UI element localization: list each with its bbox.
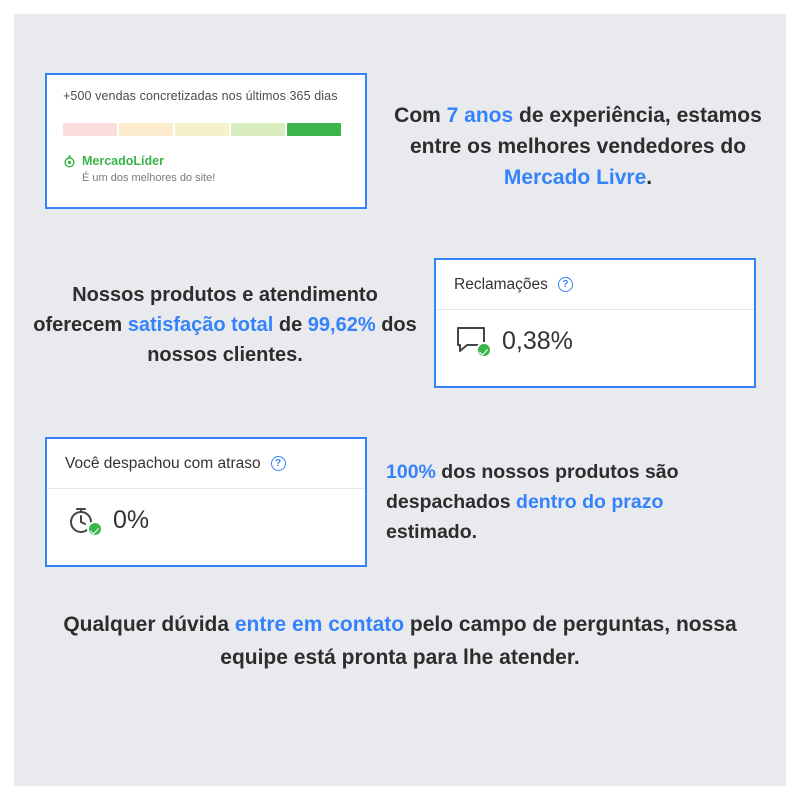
experience-part2: de experiência, estamos entre os melhores vendedores do <box>409 104 762 158</box>
shipping-highlight-percent: 100% <box>386 461 436 483</box>
claims-card-header <box>436 260 754 310</box>
leader-badge-label: MercadoLíder <box>82 154 164 168</box>
shipping-part1: dos nossos produtos são despachados <box>386 461 679 513</box>
reputation-thermometer <box>63 123 341 136</box>
check-badge-icon <box>87 521 103 537</box>
thermometer-segment-5 <box>287 123 341 136</box>
leader-subtitle: É um dos melhores do site! <box>82 172 216 184</box>
contact-highlight-cta: entre em contato <box>234 613 405 636</box>
claims-card-label: Reclamações <box>454 275 548 293</box>
satisfaction-part1: Nossos produtos e atendimento oferecem <box>33 284 378 336</box>
thermometer-segment-1 <box>63 123 117 136</box>
shipping-text <box>386 457 756 547</box>
experience-part3: . <box>646 166 653 189</box>
experience-text <box>382 100 774 193</box>
claims-card <box>434 258 756 388</box>
check-badge-icon <box>476 342 492 358</box>
help-icon[interactable]: ? <box>558 277 573 292</box>
late-shipping-value: 0% <box>113 505 150 534</box>
thermometer-segment-3 <box>175 123 229 136</box>
claims-card-body <box>436 310 754 356</box>
satisfaction-part3: dos nossos clientes. <box>147 314 417 366</box>
leader-badge-row <box>63 154 349 168</box>
medal-icon <box>63 154 76 168</box>
late-shipping-card-label: Você despachou com atraso <box>65 454 261 472</box>
experience-highlight-marketplace: Mercado Livre <box>503 166 647 189</box>
satisfaction-text <box>26 280 424 370</box>
help-icon[interactable]: ? <box>271 456 286 471</box>
contact-text <box>60 608 740 674</box>
mercadolider-card <box>45 73 367 209</box>
satisfaction-highlight-percent: 99,62% <box>307 314 376 336</box>
contact-part1: Qualquer dúvida <box>63 613 235 636</box>
satisfaction-highlight-total: satisfação total <box>127 314 274 336</box>
shipping-highlight-ontime: dentro do prazo <box>516 491 664 513</box>
leader-sales-title: +500 vendas concretizadas nos últimos 365 dias <box>63 89 338 103</box>
contact-part2: pelo campo de perguntas, nossa equipe está pronta para lhe atender. <box>220 613 737 669</box>
late-shipping-card-body <box>47 489 365 535</box>
claims-value: 0,38% <box>502 326 573 355</box>
experience-highlight-years: 7 anos <box>446 104 514 127</box>
thermometer-segment-2 <box>119 123 173 136</box>
speech-bubble-icon <box>456 326 490 356</box>
shipping-part2: estimado. <box>386 521 478 543</box>
late-shipping-card <box>45 437 367 567</box>
late-shipping-card-header <box>47 439 365 489</box>
thermometer-segment-4 <box>231 123 285 136</box>
experience-part1: Com <box>394 104 447 127</box>
stopwatch-icon <box>67 505 101 535</box>
satisfaction-part2: de <box>273 314 308 336</box>
